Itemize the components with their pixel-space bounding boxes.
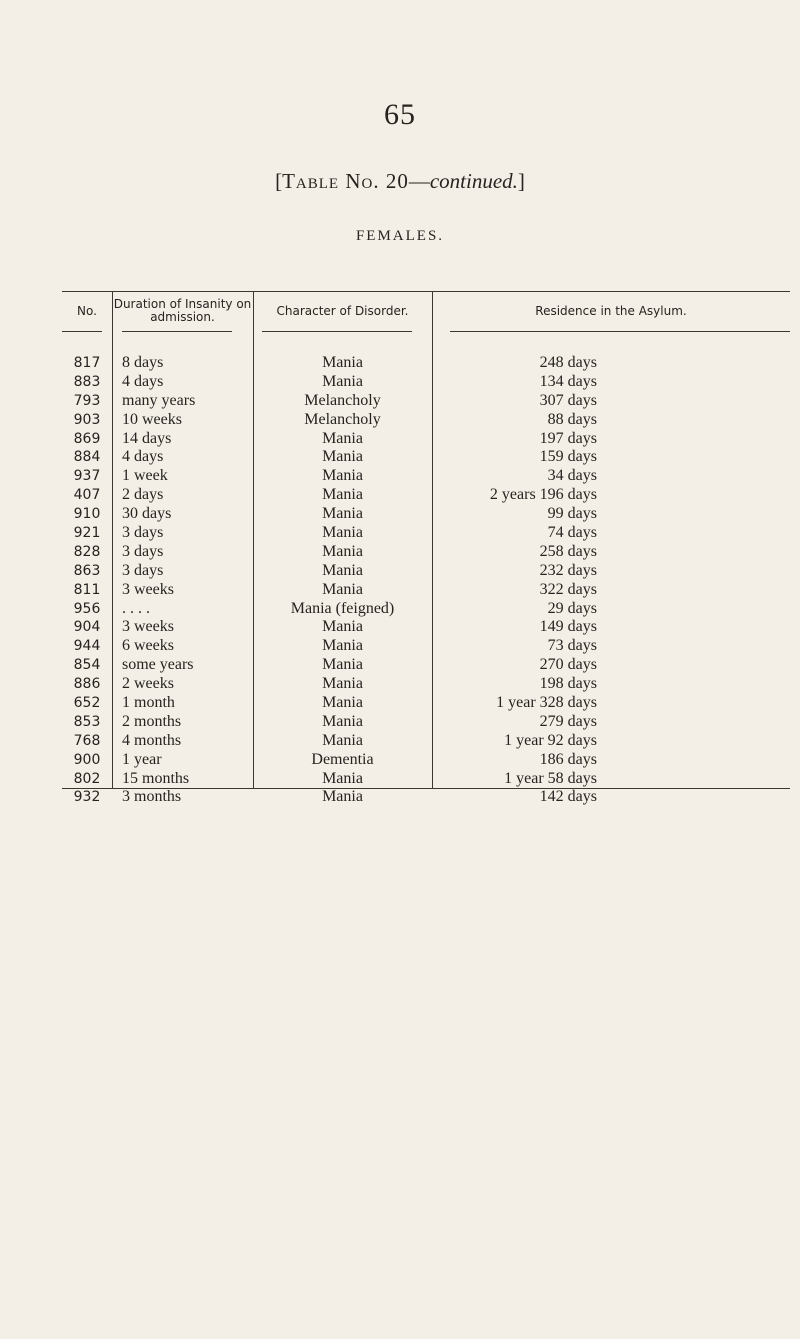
table-row — [0, 354, 800, 373]
cell-no: 854 — [73, 657, 101, 674]
header-rule — [450, 331, 790, 332]
cell-residence: 279 days — [539, 712, 597, 730]
cell-no: 921 — [73, 525, 101, 542]
cell-character: Mania — [322, 561, 363, 579]
cell-character: Mania — [322, 656, 363, 674]
cell-no: 793 — [73, 392, 101, 409]
cell-character: Mania — [322, 712, 363, 730]
cell-character: Mania — [322, 769, 363, 787]
cell-no: 900 — [73, 751, 101, 768]
cell-no: 904 — [73, 619, 101, 636]
table-row — [0, 656, 800, 675]
cell-character: Mania — [322, 637, 363, 655]
table-row — [0, 562, 800, 581]
cell-character: Mania — [322, 448, 363, 466]
cell-character: Melancholy — [304, 410, 381, 428]
cell-duration: 1 week — [122, 467, 168, 485]
cell-no: 652 — [73, 695, 101, 712]
cell-no: 883 — [73, 373, 101, 390]
cell-duration: 30 days — [122, 505, 172, 523]
cell-no: 407 — [73, 487, 101, 504]
table-row — [0, 581, 800, 600]
cell-duration: 6 weeks — [122, 637, 174, 655]
table-row — [0, 713, 800, 732]
cell-no: 802 — [73, 770, 101, 787]
cell-duration: 2 months — [122, 712, 182, 730]
table-row — [0, 732, 800, 751]
cell-residence: 322 days — [539, 580, 597, 598]
cell-duration: 4 days — [122, 372, 164, 390]
table-row — [0, 543, 800, 562]
cell-residence: 29 days — [547, 599, 597, 617]
cell-residence: 198 days — [539, 675, 597, 693]
cell-character: Mania — [322, 467, 363, 485]
cell-character: Mania — [322, 694, 363, 712]
table-row — [0, 524, 800, 543]
cell-character: Mania — [322, 372, 363, 390]
cell-residence: 197 days — [539, 429, 597, 447]
cell-no: 886 — [73, 676, 101, 693]
header-no: No. — [77, 303, 97, 318]
cell-residence: 34 days — [547, 467, 597, 485]
table-row — [0, 467, 800, 486]
header-character: Character of Disorder. — [276, 303, 409, 318]
table-row — [0, 373, 800, 392]
cell-no: 817 — [73, 355, 101, 371]
cell-character: Mania — [322, 486, 363, 504]
cell-duration: many years — [122, 391, 196, 409]
cell-character: Mania — [322, 524, 363, 542]
table-row — [0, 411, 800, 430]
table-row — [0, 430, 800, 449]
cell-no: 910 — [73, 506, 101, 523]
cell-duration: 3 months — [122, 788, 182, 806]
table-row — [0, 694, 800, 713]
cell-duration: 2 weeks — [122, 675, 174, 693]
cell-character: Mania — [322, 675, 363, 693]
cell-duration: 8 days — [122, 354, 164, 371]
cell-duration: 15 months — [122, 769, 190, 787]
cell-no: 863 — [73, 562, 101, 579]
table-body — [0, 354, 800, 807]
cell-residence: 142 days — [539, 788, 597, 806]
cell-character: Mania — [322, 580, 363, 598]
cell-character: Mania — [322, 429, 363, 447]
cell-no: 932 — [73, 789, 101, 806]
cell-character: Melancholy — [304, 391, 381, 409]
cell-residence: 134 days — [539, 372, 597, 390]
header-rule — [62, 331, 102, 332]
table-row — [0, 751, 800, 770]
cell-no: 811 — [73, 581, 101, 598]
caption-dash: — — [408, 169, 430, 193]
header-rule — [262, 331, 412, 332]
cell-character: Dementia — [311, 750, 374, 768]
cell-character: Mania — [322, 618, 363, 636]
table-row — [0, 788, 800, 807]
caption-open-bracket: [ — [275, 169, 283, 193]
cell-residence: 232 days — [539, 561, 597, 579]
caption-table-number: Table No. 20 — [282, 169, 409, 193]
cell-residence: 99 days — [547, 505, 597, 523]
cell-character: Mania (feigned) — [290, 599, 395, 617]
cell-character: Mania — [322, 354, 363, 371]
table-row — [0, 448, 800, 467]
cell-duration: some years — [122, 656, 194, 674]
cell-duration: 1 month — [122, 694, 175, 712]
cell-residence: 1 year 92 days — [504, 731, 597, 749]
cell-duration: 3 weeks — [122, 580, 174, 598]
cell-residence: 307 days — [539, 391, 597, 409]
page-number: 65 — [384, 98, 416, 131]
cell-duration: 2 days — [122, 486, 164, 504]
cell-character: Mania — [322, 731, 363, 749]
cell-residence: 73 days — [547, 637, 597, 655]
section-title: FEMALES. — [355, 228, 445, 244]
header-duration: Duration of Insanity on admission. — [113, 297, 252, 324]
cell-residence: 270 days — [539, 656, 597, 674]
cell-duration: 3 days — [122, 561, 164, 579]
header-residence: Residence in the Asylum. — [535, 303, 687, 318]
cell-no: 768 — [73, 732, 101, 749]
table-row — [0, 637, 800, 656]
cell-no: 903 — [73, 411, 101, 428]
cell-residence: 186 days — [539, 750, 597, 768]
table-row — [0, 600, 800, 619]
cell-residence: 149 days — [539, 618, 597, 636]
cell-no: 853 — [73, 713, 101, 730]
table-row — [0, 618, 800, 637]
cell-duration: 14 days — [122, 429, 172, 447]
table-caption — [0, 169, 800, 194]
table-row — [0, 675, 800, 694]
cell-duration: 10 weeks — [122, 410, 182, 428]
table-row — [0, 392, 800, 411]
cell-no: 884 — [73, 449, 101, 466]
cell-duration: . . . . — [122, 599, 150, 617]
cell-duration: 4 days — [122, 448, 164, 466]
table-row — [0, 770, 800, 789]
cell-duration: 3 weeks — [122, 618, 174, 636]
cell-duration: 1 year — [122, 750, 162, 768]
cell-duration: 3 days — [122, 524, 164, 542]
cell-residence: 1 year 58 days — [504, 769, 597, 787]
caption-continued: continued. — [429, 169, 518, 193]
cell-character: Mania — [322, 788, 363, 806]
cell-duration: 3 days — [122, 542, 164, 560]
cell-duration: 4 months — [122, 731, 182, 749]
cell-residence: 74 days — [547, 524, 597, 542]
caption-close-bracket: ] — [517, 169, 525, 193]
header-rule — [122, 331, 232, 332]
table-row — [0, 505, 800, 524]
cell-residence: 1 year 328 days — [496, 694, 597, 712]
cell-character: Mania — [322, 505, 363, 523]
cell-no: 869 — [73, 430, 101, 447]
table-row — [0, 486, 800, 505]
cell-character: Mania — [322, 542, 363, 560]
cell-no: 937 — [73, 468, 101, 485]
cell-residence: 258 days — [539, 542, 597, 560]
cell-residence: 88 days — [547, 410, 597, 428]
cell-residence: 2 years 196 days — [489, 486, 597, 504]
cell-residence: 159 days — [539, 448, 597, 466]
cell-no: 828 — [73, 543, 101, 560]
cell-residence: 248 days — [539, 354, 597, 371]
cell-no: 944 — [73, 638, 101, 655]
cell-no: 956 — [73, 600, 101, 617]
